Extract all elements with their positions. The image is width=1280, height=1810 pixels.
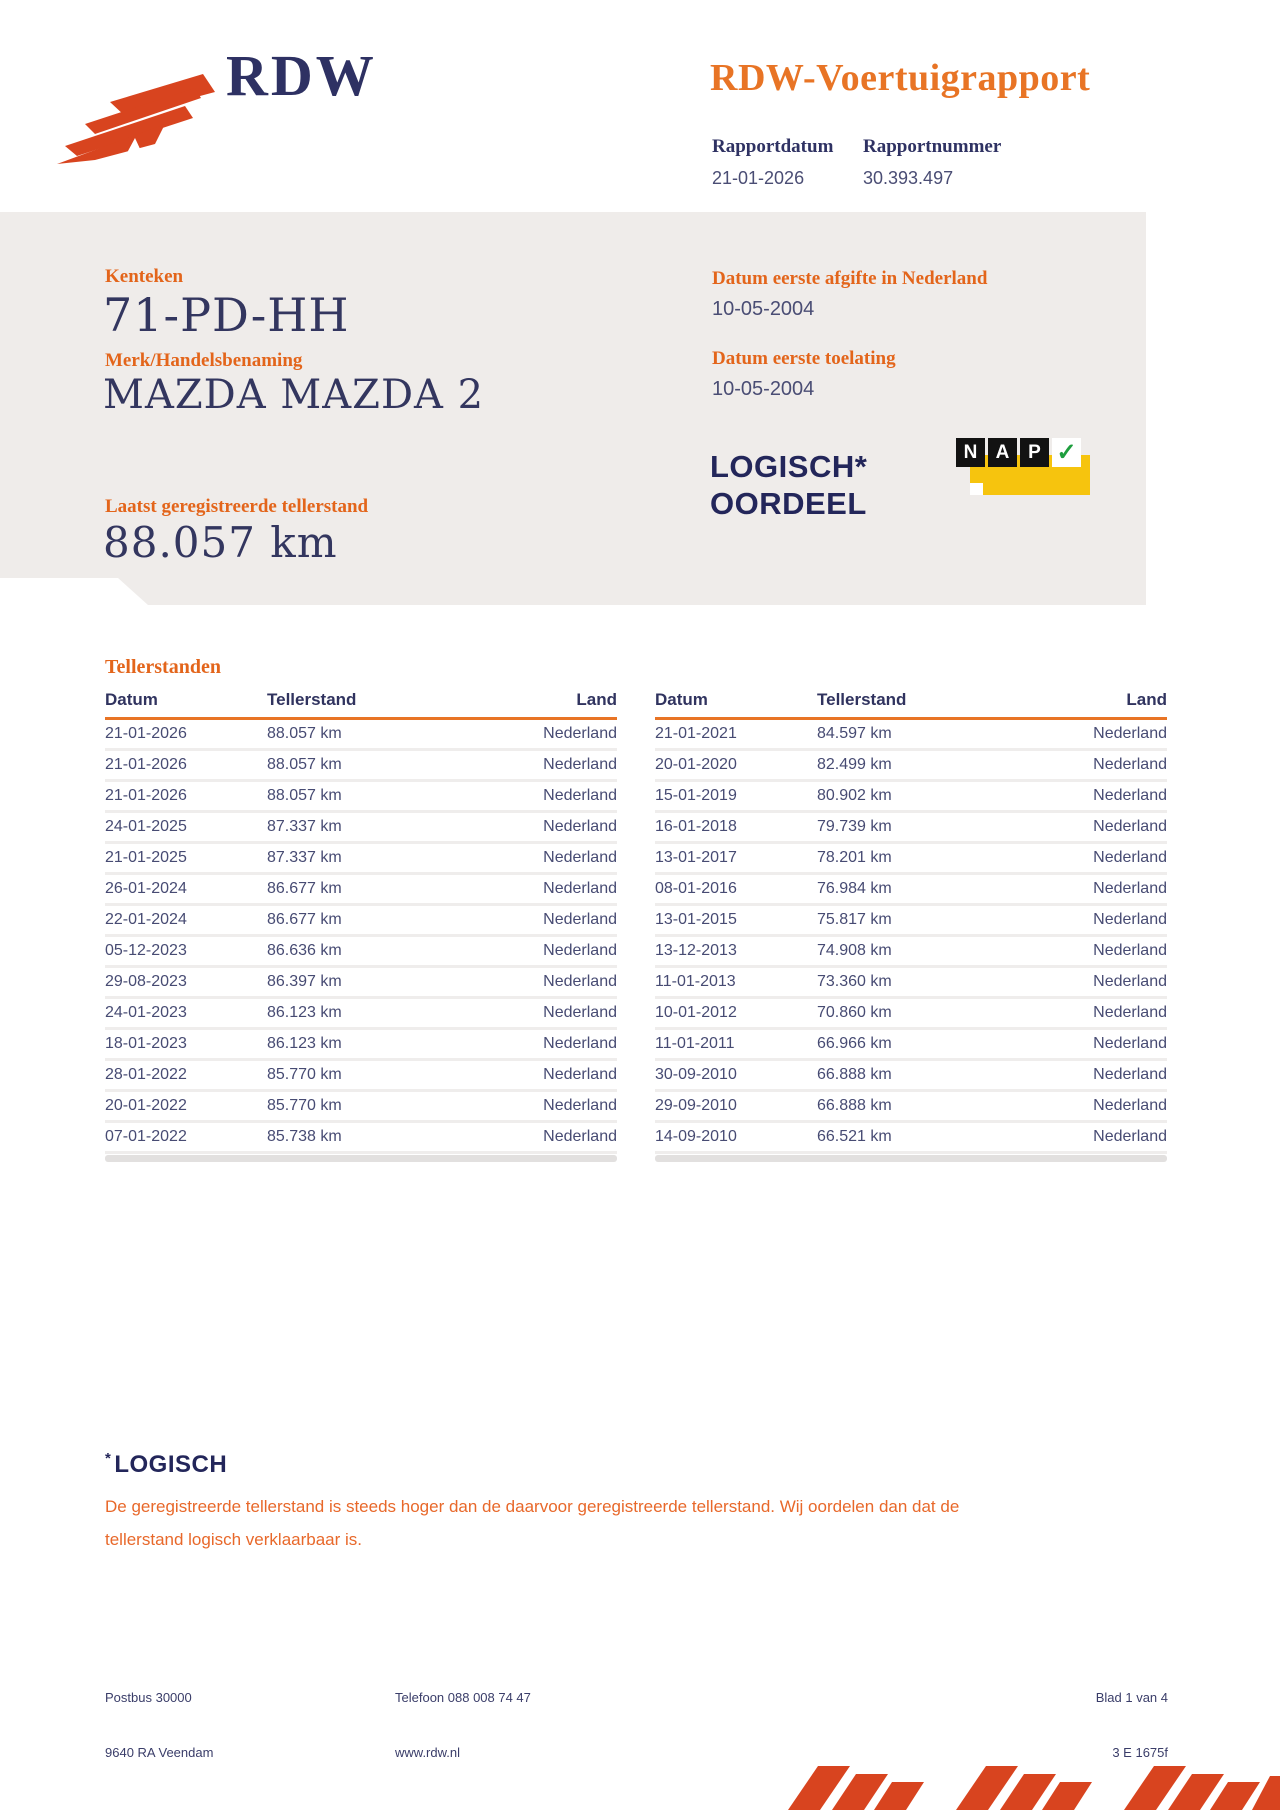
row-datum: 22-01-2024 [105,911,187,928]
row-land: Nederland [1093,1004,1167,1021]
merk-label: Merk/Handelsbenaming [105,350,303,371]
row-datum: 21-01-2026 [105,756,187,773]
row-datum: 10-01-2012 [655,1004,737,1021]
row-land: Nederland [1093,849,1167,866]
table-row [105,968,617,999]
row-datum: 11-01-2011 [655,1035,735,1052]
row-land: Nederland [543,849,617,866]
tellerstand-label: Laatst geregistreerde tellerstand [105,496,369,517]
nap-letter-n: N [956,438,985,467]
table-row [655,1092,1167,1123]
report-date-value: 21-01-2026 [712,168,805,188]
table-row [105,1123,617,1154]
nap-letter-a: A [988,438,1017,467]
row-tellerstand: 88.057 km [267,787,342,804]
row-tellerstand: 87.337 km [267,849,342,866]
row-datum: 21-01-2026 [105,787,187,804]
row-tellerstand: 86.123 km [267,1004,342,1021]
rdw-logo-text: RDW [226,43,377,108]
row-datum: 13-12-2013 [655,942,737,959]
table-row [655,720,1167,751]
tellerstanden-table-left [105,690,617,1162]
report-number-label: Rapportnummer [863,136,1002,157]
table-row [105,720,617,751]
row-tellerstand: 79.739 km [817,818,892,835]
row-tellerstand: 70.860 km [817,1004,892,1021]
row-land: Nederland [1093,756,1167,773]
row-land: Nederland [1093,1035,1167,1052]
tellerstand-value: 88.057 km [103,518,338,567]
row-datum: 14-09-2010 [655,1128,737,1145]
table-row [105,999,617,1030]
row-tellerstand: 88.057 km [267,756,342,773]
footnote-asterisk: * [105,1450,112,1467]
row-land: Nederland [543,725,617,742]
row-datum: 11-01-2013 [655,973,736,990]
tellerstanden-section-title: Tellerstanden [105,656,221,678]
row-tellerstand: 85.770 km [267,1066,342,1083]
afgifte-value: 10-05-2004 [712,298,815,320]
row-tellerstand: 86.397 km [267,973,342,990]
footer-doc-code: 3 E 1675f [1112,1745,1168,1760]
table-row [105,875,617,906]
table-header [655,690,1167,720]
row-land: Nederland [543,973,617,990]
table-body-right [655,720,1167,1154]
row-tellerstand: 85.770 km [267,1097,342,1114]
row-tellerstand: 85.738 km [267,1128,342,1145]
nap-checkmark-icon: ✓ [1052,438,1081,467]
row-tellerstand: 86.636 km [267,942,342,959]
table-row [105,813,617,844]
merk-value: MAZDA MAZDA 2 [103,372,485,418]
row-land: Nederland [543,756,617,773]
row-datum: 15-01-2019 [655,787,737,804]
table-row [655,1123,1167,1154]
row-land: Nederland [543,911,617,928]
column-header-land: Land [1126,690,1167,709]
row-tellerstand: 82.499 km [817,756,892,773]
oordeel-verdict [710,448,867,522]
row-tellerstand: 78.201 km [817,849,892,866]
row-land: Nederland [543,1128,617,1145]
rdw-footer-artwork-icon [788,1756,1280,1810]
row-land: Nederland [1093,1128,1167,1145]
table-row [655,875,1167,906]
row-datum: 21-01-2021 [655,725,737,742]
column-header-datum: Datum [105,690,158,709]
table-bottom-bar [105,1155,617,1162]
nap-tiles [956,438,1081,467]
tellerstanden-table-right [655,690,1167,1162]
row-land: Nederland [1093,725,1167,742]
row-datum: 18-01-2023 [105,1035,187,1052]
table-row [105,1061,617,1092]
row-tellerstand: 66.888 km [817,1066,892,1083]
row-tellerstand: 84.597 km [817,725,892,742]
column-header-datum: Datum [655,690,708,709]
row-land: Nederland [1093,1097,1167,1114]
afgifte-label: Datum eerste afgifte in Nederland [712,268,988,289]
row-land: Nederland [543,818,617,835]
footer-address-line2: 9640 RA Veendam [105,1745,214,1760]
table-row [105,1092,617,1123]
row-datum: 21-01-2026 [105,725,187,742]
row-land: Nederland [1093,818,1167,835]
row-datum: 20-01-2022 [105,1097,187,1114]
footer-row-1 [105,1690,1168,1706]
row-tellerstand: 74.908 km [817,942,892,959]
table-row [105,1030,617,1061]
row-datum: 24-01-2023 [105,1004,187,1021]
table-row [105,937,617,968]
column-header-tellerstand: Tellerstand [817,690,907,709]
row-land: Nederland [543,880,617,897]
row-land: Nederland [1093,911,1167,928]
row-tellerstand: 86.123 km [267,1035,342,1052]
column-header-tellerstand: Tellerstand [267,690,357,709]
row-datum: 07-01-2022 [105,1128,187,1145]
row-land: Nederland [543,1066,617,1083]
footer-website: www.rdw.nl [395,1745,461,1760]
table-body-left [105,720,617,1154]
row-tellerstand: 73.360 km [817,973,892,990]
row-datum: 13-01-2015 [655,911,737,928]
table-row [105,906,617,937]
toelating-value: 10-05-2004 [712,378,815,400]
row-tellerstand: 80.902 km [817,787,892,804]
row-datum: 21-01-2025 [105,849,187,866]
table-row [655,813,1167,844]
table-row [655,1030,1167,1061]
nap-white-notch [970,483,983,495]
row-land: Nederland [1093,787,1167,804]
report-number-value: 30.393.497 [863,168,954,188]
row-land: Nederland [543,1004,617,1021]
nap-letter-p: P [1020,438,1049,467]
kenteken-value: 71-PD-HH [103,288,350,342]
footnote-title [105,1450,227,1479]
table-header [105,690,617,720]
row-tellerstand: 86.677 km [267,880,342,897]
row-tellerstand: 86.677 km [267,911,342,928]
table-row [655,844,1167,875]
rdw-logo-icon [55,72,215,167]
row-tellerstand: 66.966 km [817,1035,892,1052]
report-date-label: Rapportdatum [712,136,834,157]
row-datum: 29-09-2010 [655,1097,737,1114]
row-land: Nederland [543,1035,617,1052]
table-row [655,782,1167,813]
table-row [655,968,1167,999]
row-datum: 29-08-2023 [105,973,187,990]
footer-address-line1: Postbus 30000 [105,1690,192,1705]
footnote-title-text: LOGISCH [114,1451,228,1478]
row-tellerstand: 66.888 km [817,1097,892,1114]
table-row [655,906,1167,937]
report-title: RDW-Voertuigrapport [710,57,1091,99]
row-tellerstand: 75.817 km [817,911,892,928]
row-land: Nederland [1093,973,1167,990]
table-row [105,844,617,875]
row-land: Nederland [543,1097,617,1114]
row-datum: 28-01-2022 [105,1066,187,1083]
row-datum: 20-01-2020 [655,756,737,773]
table-row [105,782,617,813]
row-land: Nederland [543,787,617,804]
row-land: Nederland [1093,942,1167,959]
table-row [655,999,1167,1030]
oordeel-line1: LOGISCH* [710,449,868,484]
table-row [105,751,617,782]
row-land: Nederland [1093,1066,1167,1083]
table-bottom-bar [655,1155,1167,1162]
oordeel-line2: OORDEEL [710,486,867,521]
table-row [655,1061,1167,1092]
row-tellerstand: 66.521 km [817,1128,892,1145]
table-row [655,751,1167,782]
row-tellerstand: 88.057 km [267,725,342,742]
row-datum: 08-01-2016 [655,880,737,897]
table-row [655,937,1167,968]
row-datum: 05-12-2023 [105,942,187,959]
nap-logo [956,438,1096,502]
report-meta [712,136,1001,189]
kenteken-label: Kenteken [105,266,184,287]
toelating-label: Datum eerste toelating [712,348,896,369]
footer-phone: Telefoon 088 008 74 47 [395,1690,531,1705]
footnote-text: De geregistreerde tellerstand is steeds hoger dan de daarvoor geregistreerde tellerstand. Wij oordelen dan dat de tellerstand logisch verklaarbaar is. [105,1497,960,1549]
row-datum: 26-01-2024 [105,880,187,897]
column-header-land: Land [576,690,617,709]
row-tellerstand: 76.984 km [817,880,892,897]
row-datum: 24-01-2025 [105,818,187,835]
footer-page-number: Blad 1 van 4 [1095,1690,1168,1705]
row-datum: 16-01-2018 [655,818,737,835]
row-land: Nederland [543,942,617,959]
row-land: Nederland [1093,880,1167,897]
row-tellerstand: 87.337 km [267,818,342,835]
row-datum: 13-01-2017 [655,849,737,866]
row-datum: 30-09-2010 [655,1066,737,1083]
